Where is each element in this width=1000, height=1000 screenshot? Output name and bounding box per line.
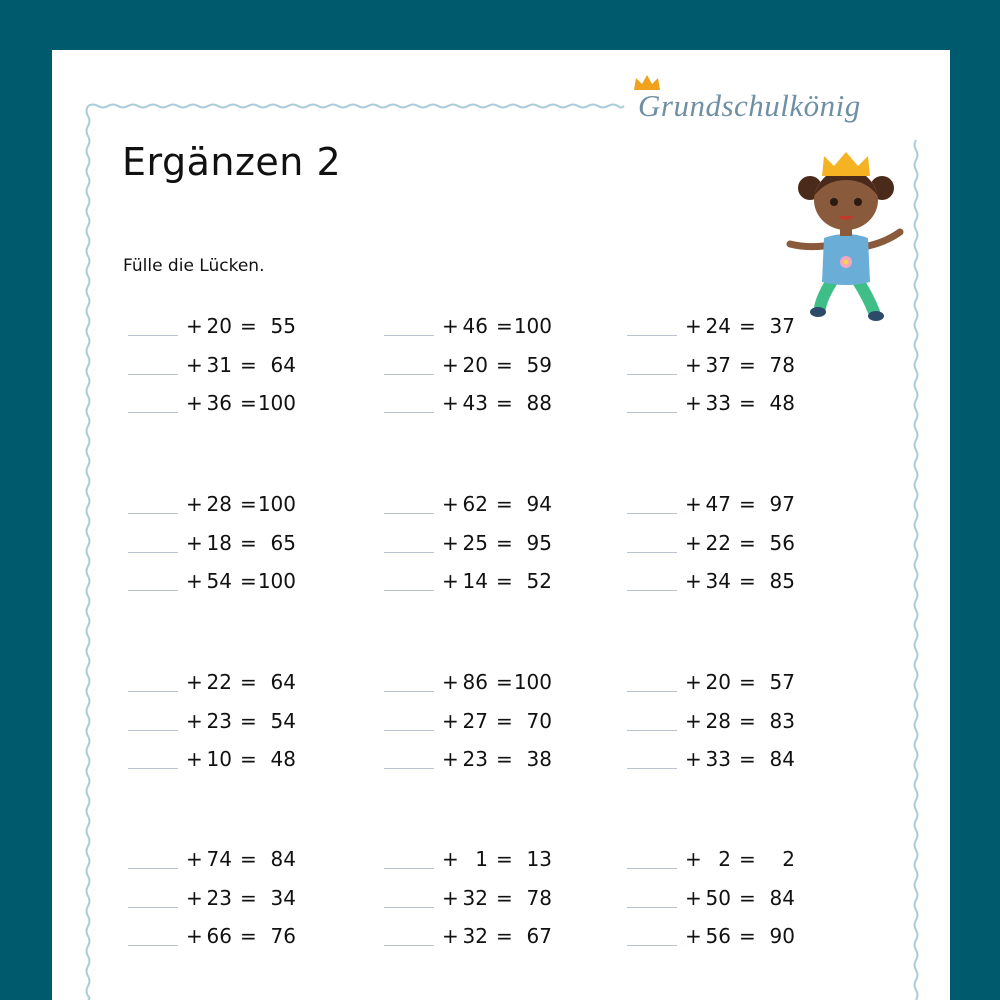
plus-sign: + (685, 708, 702, 733)
equation-row (128, 491, 358, 521)
plus-sign: + (186, 670, 203, 694)
equation-row (128, 923, 358, 953)
equation-row (384, 352, 614, 382)
answer-blank[interactable] (128, 907, 178, 908)
equals-sign: = (240, 314, 257, 338)
result-value: 57 (769, 670, 795, 694)
girl-with-crown-icon (782, 146, 912, 326)
answer-blank[interactable] (128, 768, 178, 769)
addend-value: 31 (206, 352, 232, 377)
addend-value: 28 (206, 492, 232, 516)
plus-sign: + (685, 530, 702, 555)
answer-blank[interactable] (384, 691, 434, 692)
equation-row (627, 313, 857, 343)
equals-sign: = (240, 847, 257, 871)
instruction-text: Fülle die Lücken. (123, 256, 265, 276)
plus-sign: + (685, 885, 702, 910)
addend-value: 32 (462, 885, 488, 910)
addend-value: 50 (705, 885, 731, 910)
answer-blank[interactable] (627, 412, 677, 413)
result-value: 65 (270, 530, 296, 555)
plus-sign: + (685, 924, 702, 948)
result-value: 52 (526, 569, 552, 593)
result-value: 100 (257, 391, 296, 415)
equation-row (627, 746, 857, 776)
answer-blank[interactable] (128, 590, 178, 591)
plus-sign: + (442, 747, 459, 771)
plus-sign: + (186, 314, 203, 338)
equals-sign: = (739, 708, 756, 733)
equation-row (627, 530, 857, 560)
plus-sign: + (685, 747, 702, 771)
equation-row (384, 708, 614, 738)
plus-sign: + (442, 492, 459, 516)
result-value: 64 (270, 352, 296, 377)
equals-sign: = (240, 352, 257, 377)
equation-row (384, 568, 614, 598)
addend-value: 27 (462, 708, 488, 733)
equation-row (384, 390, 614, 420)
answer-blank[interactable] (627, 768, 677, 769)
equals-sign: = (739, 885, 756, 910)
addend-value: 1 (475, 847, 488, 871)
result-value: 54 (270, 708, 296, 733)
result-value: 37 (769, 314, 795, 338)
equation-row (627, 885, 857, 915)
equals-sign: = (240, 708, 257, 733)
answer-blank[interactable] (128, 513, 178, 514)
answer-blank[interactable] (627, 335, 677, 336)
plus-sign: + (442, 847, 459, 871)
addend-value: 24 (705, 314, 731, 338)
addend-value: 37 (705, 352, 731, 377)
addend-value: 23 (462, 747, 488, 771)
equation-row (128, 568, 358, 598)
worksheet-page (52, 50, 950, 1000)
addend-value: 25 (462, 530, 488, 555)
result-value: 97 (769, 492, 795, 516)
result-value: 38 (526, 747, 552, 771)
result-value: 84 (769, 747, 795, 771)
equation-row (384, 923, 614, 953)
plus-sign: + (442, 314, 459, 338)
answer-blank[interactable] (627, 730, 677, 731)
result-value: 100 (257, 492, 296, 516)
equation-row (627, 352, 857, 382)
answer-blank[interactable] (627, 590, 677, 591)
brand-logo-text: Grundschulkönig (638, 88, 861, 123)
result-value: 100 (513, 314, 552, 338)
addend-value: 20 (705, 670, 731, 694)
addend-value: 32 (462, 924, 488, 948)
addend-value: 36 (206, 391, 232, 415)
equals-sign: = (496, 924, 513, 948)
addend-value: 18 (206, 530, 232, 555)
equals-sign: = (240, 885, 257, 910)
plus-sign: + (685, 314, 702, 338)
page-title: Ergänzen 2 (122, 140, 342, 184)
result-value: 78 (769, 352, 795, 377)
equals-sign: = (496, 747, 513, 771)
plus-sign: + (685, 847, 702, 871)
plus-sign: + (442, 885, 459, 910)
addend-value: 14 (462, 569, 488, 593)
equation-row (627, 669, 857, 699)
result-value: 94 (526, 492, 552, 516)
result-value: 83 (769, 708, 795, 733)
equals-sign: = (496, 391, 513, 415)
equals-sign: = (240, 670, 257, 694)
equation-row (627, 923, 857, 953)
plus-sign: + (685, 352, 702, 377)
plus-sign: + (685, 569, 702, 593)
addend-value: 20 (462, 352, 488, 377)
answer-blank[interactable] (384, 590, 434, 591)
answer-blank[interactable] (384, 374, 434, 375)
equals-sign: = (496, 847, 513, 871)
plus-sign: + (685, 670, 702, 694)
result-value: 78 (526, 885, 552, 910)
equals-sign: = (496, 492, 513, 516)
equation-row (128, 390, 358, 420)
equals-sign: = (240, 924, 257, 948)
plus-sign: + (442, 530, 459, 555)
answer-blank[interactable] (384, 552, 434, 553)
result-value: 64 (270, 670, 296, 694)
result-value: 90 (769, 924, 795, 948)
equals-sign: = (739, 847, 756, 871)
plus-sign: + (685, 492, 702, 516)
equation-row (128, 669, 358, 699)
equals-sign: = (240, 747, 257, 771)
addend-value: 22 (705, 530, 731, 555)
plus-sign: + (442, 924, 459, 948)
equals-sign: = (496, 530, 513, 555)
result-value: 85 (769, 569, 795, 593)
answer-blank[interactable] (627, 868, 677, 869)
equals-sign: = (739, 352, 756, 377)
result-value: 59 (526, 352, 552, 377)
equals-sign: = (739, 391, 756, 415)
addend-value: 23 (206, 885, 232, 910)
result-value: 76 (270, 924, 296, 948)
plus-sign: + (442, 670, 459, 694)
result-value: 95 (526, 530, 552, 555)
addend-value: 43 (462, 391, 488, 415)
plus-sign: + (186, 708, 203, 733)
equals-sign: = (739, 492, 756, 516)
equation-row (384, 530, 614, 560)
equals-sign: = (496, 708, 513, 733)
equals-sign: = (739, 670, 756, 694)
addend-value: 28 (705, 708, 731, 733)
equation-row (627, 846, 857, 876)
answer-blank[interactable] (384, 513, 434, 514)
plus-sign: + (186, 391, 203, 415)
plus-sign: + (186, 847, 203, 871)
equation-row (627, 708, 857, 738)
equals-sign: = (739, 924, 756, 948)
answer-blank[interactable] (384, 412, 434, 413)
plus-sign: + (442, 391, 459, 415)
equals-sign: = (739, 747, 756, 771)
equals-sign: = (240, 569, 257, 593)
plus-sign: + (442, 352, 459, 377)
result-value: 70 (526, 708, 552, 733)
answer-blank[interactable] (627, 907, 677, 908)
equation-row (384, 846, 614, 876)
equation-row (128, 885, 358, 915)
answer-blank[interactable] (128, 412, 178, 413)
result-value: 56 (769, 530, 795, 555)
addend-value: 33 (705, 747, 731, 771)
plus-sign: + (186, 924, 203, 948)
answer-blank[interactable] (128, 335, 178, 336)
equals-sign: = (496, 352, 513, 377)
addend-value: 62 (462, 492, 488, 516)
addend-value: 23 (206, 708, 232, 733)
result-value: 84 (769, 885, 795, 910)
answer-blank[interactable] (128, 374, 178, 375)
addend-value: 10 (206, 747, 232, 771)
equation-row (627, 568, 857, 598)
result-value: 84 (270, 847, 296, 871)
result-value: 100 (513, 670, 552, 694)
equals-sign: = (739, 569, 756, 593)
result-value: 48 (270, 747, 296, 771)
answer-blank[interactable] (128, 691, 178, 692)
answer-blank[interactable] (384, 907, 434, 908)
answer-blank[interactable] (384, 730, 434, 731)
addend-value: 54 (206, 569, 232, 593)
equation-row (384, 491, 614, 521)
answer-blank[interactable] (128, 868, 178, 869)
answer-blank[interactable] (627, 513, 677, 514)
answer-blank[interactable] (627, 374, 677, 375)
equals-sign: = (240, 530, 257, 555)
equation-row (384, 885, 614, 915)
addend-value: 33 (705, 391, 731, 415)
answer-blank[interactable] (384, 945, 434, 946)
answer-blank[interactable] (384, 868, 434, 869)
equation-row (627, 491, 857, 521)
plus-sign: + (186, 885, 203, 910)
plus-sign: + (442, 569, 459, 593)
equation-row (384, 313, 614, 343)
equals-sign: = (496, 569, 513, 593)
equation-row (128, 313, 358, 343)
result-value: 2 (782, 847, 795, 871)
plus-sign: + (442, 708, 459, 733)
equation-row (128, 708, 358, 738)
answer-blank[interactable] (627, 552, 677, 553)
addend-value: 56 (705, 924, 731, 948)
answer-blank[interactable] (627, 691, 677, 692)
equation-row (128, 846, 358, 876)
plus-sign: + (186, 530, 203, 555)
addend-value: 47 (705, 492, 731, 516)
answer-blank[interactable] (128, 552, 178, 553)
result-value: 55 (270, 314, 296, 338)
addend-value: 74 (206, 847, 232, 871)
answer-blank[interactable] (128, 945, 178, 946)
equals-sign: = (496, 314, 513, 338)
equals-sign: = (240, 391, 257, 415)
result-value: 34 (270, 885, 296, 910)
answer-blank[interactable] (128, 730, 178, 731)
addend-value: 22 (206, 670, 232, 694)
plus-sign: + (186, 492, 203, 516)
addend-value: 86 (462, 670, 488, 694)
equals-sign: = (739, 530, 756, 555)
equation-row (128, 352, 358, 382)
result-value: 13 (526, 847, 552, 871)
brand-logo (632, 72, 932, 132)
equation-row (128, 530, 358, 560)
addend-value: 20 (206, 314, 232, 338)
result-value: 67 (526, 924, 552, 948)
addend-value: 34 (705, 569, 731, 593)
equation-row (128, 746, 358, 776)
addend-value: 46 (462, 314, 488, 338)
plus-sign: + (186, 569, 203, 593)
plus-sign: + (685, 391, 702, 415)
equals-sign: = (240, 492, 257, 516)
answer-blank[interactable] (384, 335, 434, 336)
answer-blank[interactable] (384, 768, 434, 769)
addend-value: 66 (206, 924, 232, 948)
equation-row (627, 390, 857, 420)
equation-row (384, 746, 614, 776)
answer-blank[interactable] (627, 945, 677, 946)
addend-value: 2 (718, 847, 731, 871)
plus-sign: + (186, 352, 203, 377)
equals-sign: = (739, 314, 756, 338)
equation-row (384, 669, 614, 699)
result-value: 48 (769, 391, 795, 415)
equals-sign: = (496, 670, 513, 694)
result-value: 88 (526, 391, 552, 415)
plus-sign: + (186, 747, 203, 771)
result-value: 100 (257, 569, 296, 593)
equals-sign: = (496, 885, 513, 910)
